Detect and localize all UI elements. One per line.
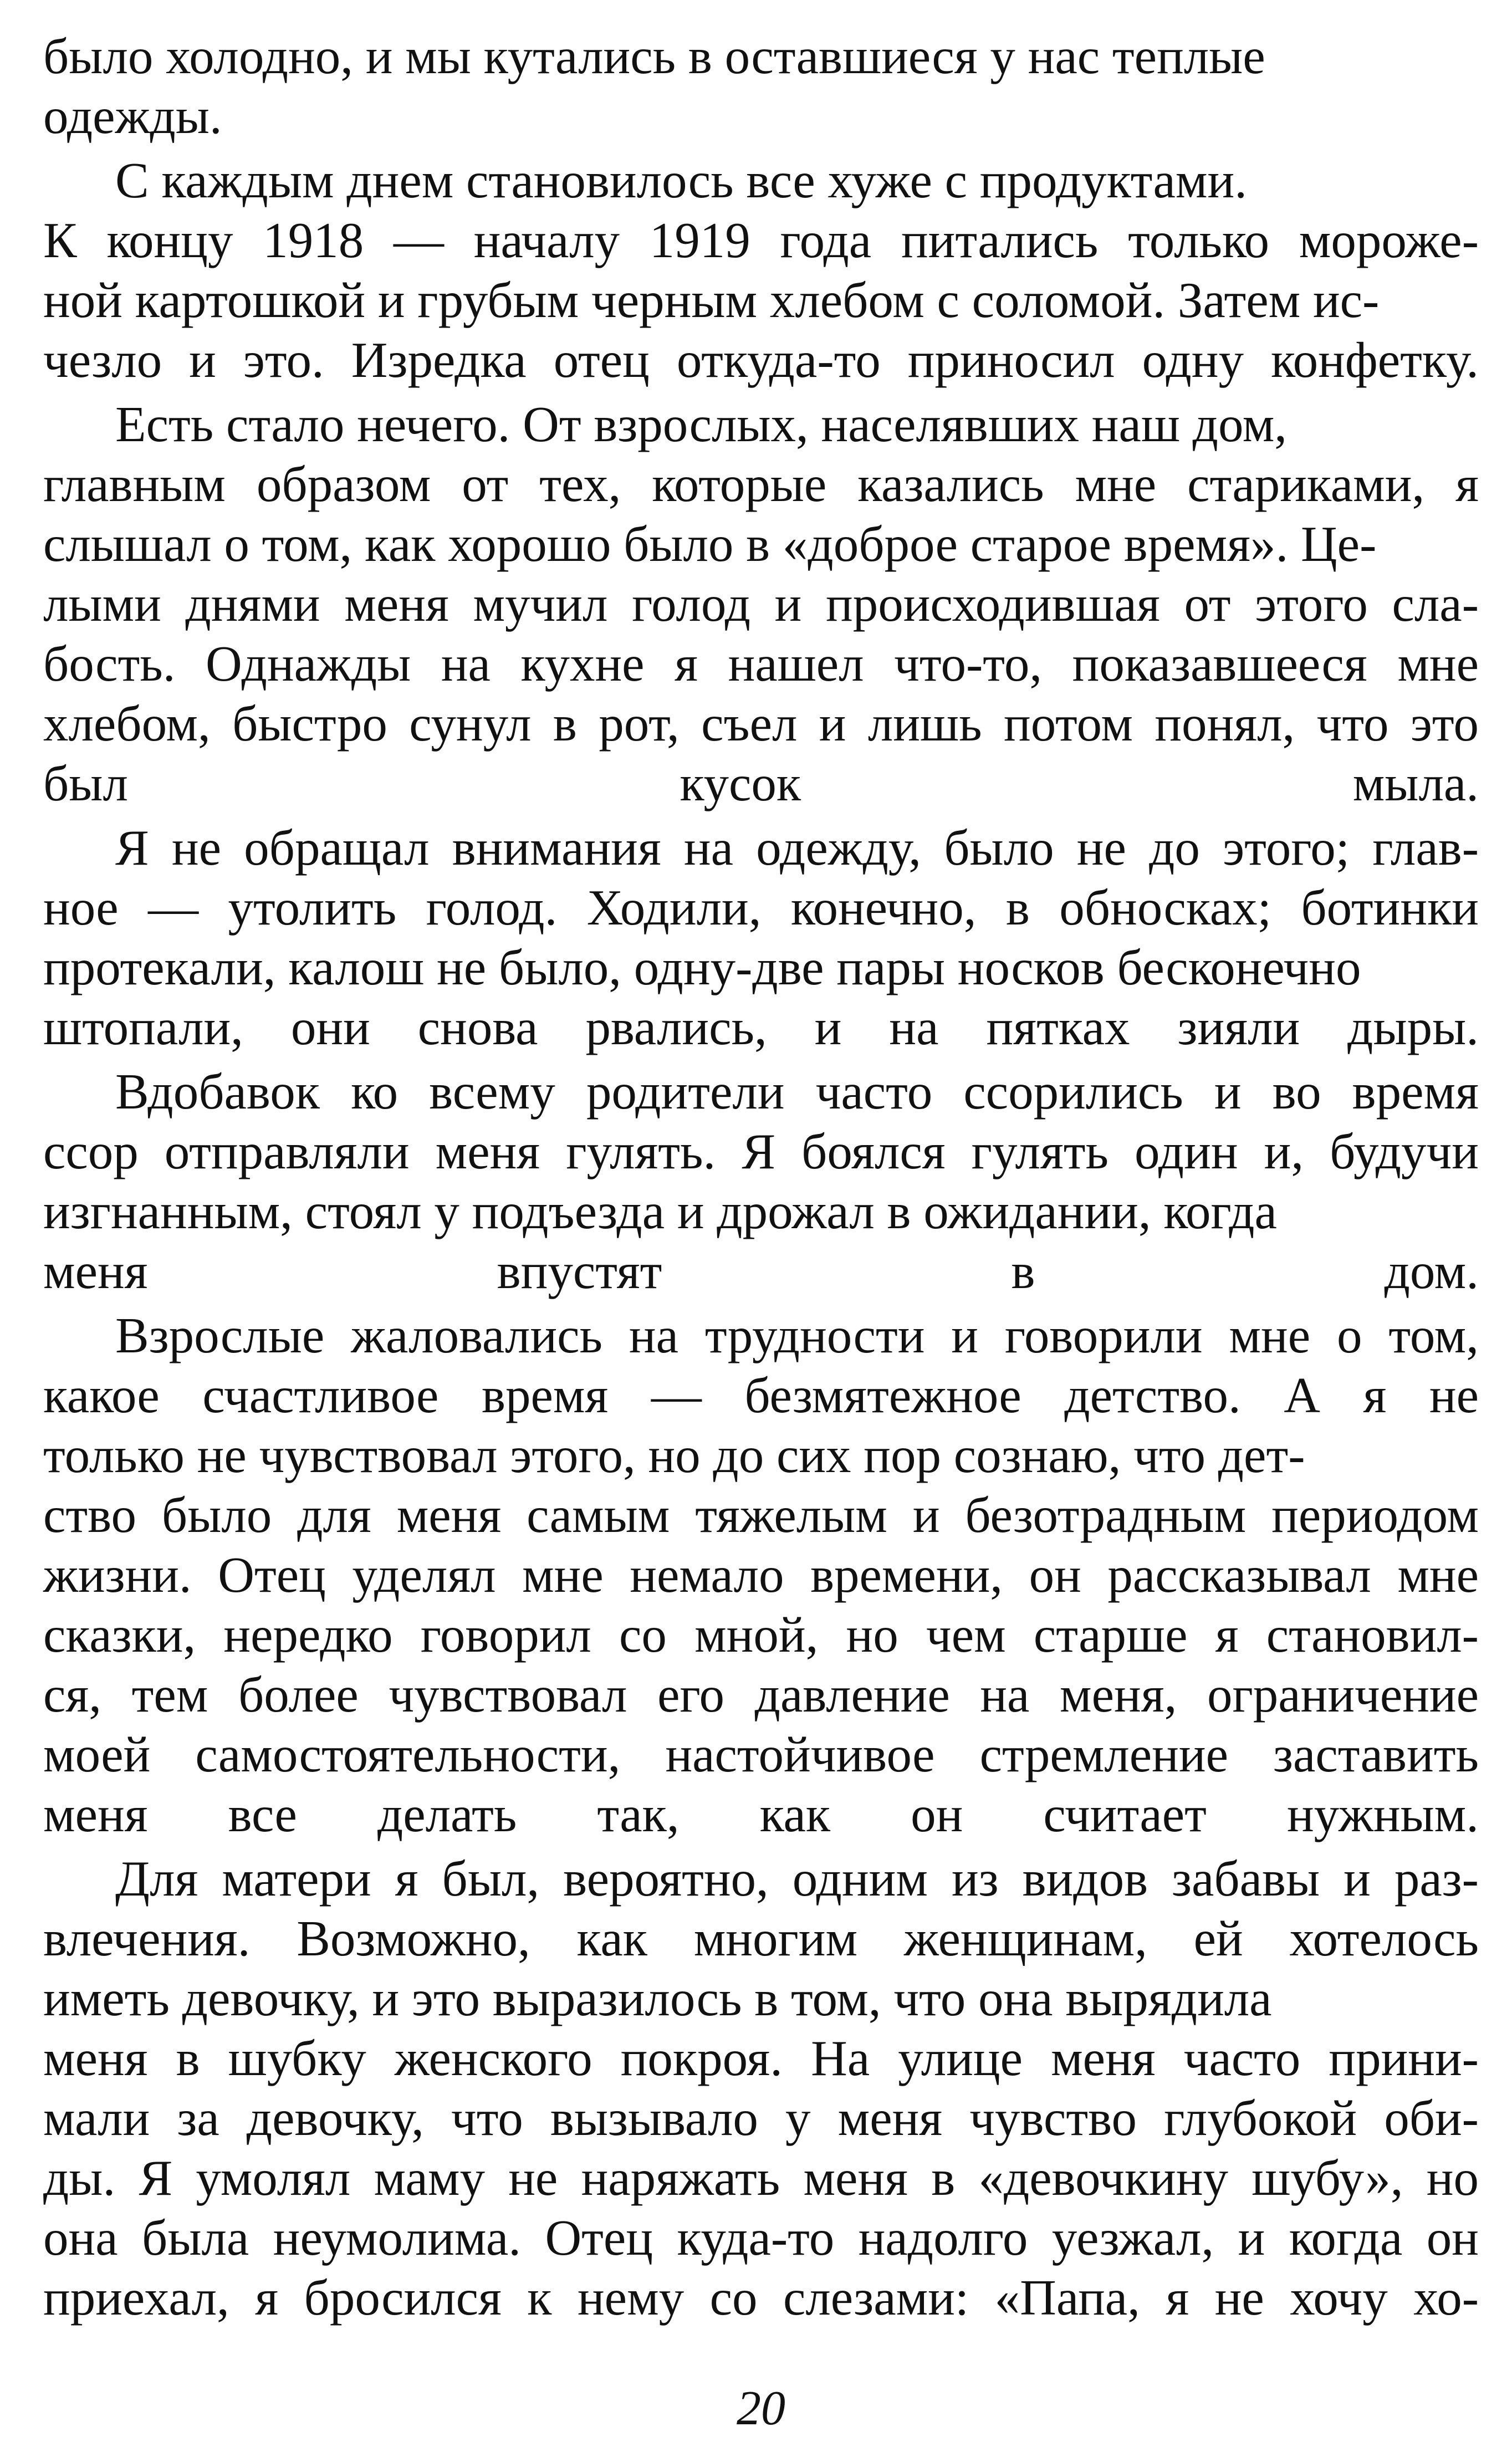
text-line: она была неумолима. Отец куда-то надолго уезжал, и когда он [43, 2210, 1479, 2266]
text-line: одежды. [43, 88, 222, 144]
text-body [43, 27, 1479, 2328]
text-line: влечения. Возможно, как многим женщинам, ей хотелось [43, 1910, 1479, 1966]
text-line: хлебом, быстро сунул в рот, съел и лишь потом понял, что это [43, 696, 1479, 752]
paragraph [43, 818, 1479, 1058]
paragraph [43, 1849, 1479, 2328]
text-line: моей самостоятельности, настойчивое стремление заставить [43, 1726, 1479, 1782]
page-number: 20 [737, 2382, 785, 2435]
text-line: сказки, нередко говорил со мной, но чем старше я становил- [43, 1607, 1479, 1663]
text-line: штопали, они снова рвались, и на пятках зияли дыры. [43, 999, 1479, 1055]
text-line: ссор отправляли меня гулять. Я боялся гулять один и, будучи [43, 1123, 1479, 1179]
text-line: было холодно, и мы кутались в оставшиеся у нас теплые [43, 28, 1265, 84]
text-line: ной картошкой и грубым черным хлебом с соломой. Затем ис- [43, 272, 1380, 328]
text-line: ное — утолить голод. Ходили, конечно, в обносках; ботинки [43, 880, 1479, 936]
text-line: ся, тем более чувствовал его давление на меня, ограничение [43, 1667, 1479, 1723]
text-line: Есть стало нечего. От взрослых, населявших наш дом, [115, 396, 1288, 452]
paragraph [43, 27, 1479, 146]
text-line: меня все делать так, как он считает нужным. [43, 1786, 1479, 1842]
text-line: только не чувствовал этого, но до сих пор сознаю, что дет- [43, 1427, 1305, 1483]
text-line: ство было для меня самым тяжелым и безотрадным периодом [43, 1487, 1479, 1543]
paragraph [43, 1306, 1479, 1845]
text-line: меня впустят в дом. [43, 1243, 1479, 1299]
text-line: главным образом от тех, которые казались мне стариками, я [43, 456, 1479, 512]
text-line: приехал, я бросился к нему со слезами: «Папа, я не хочу хо- [43, 2270, 1479, 2326]
text-line: протекали, калош не было, одну-две пары носков бесконечно [43, 939, 1361, 995]
text-line: иметь девочку, и это выразилось в том, что она вырядила [43, 1970, 1272, 2026]
text-line: чезло и это. Изредка отец откуда-то приносил одну конфетку. [43, 332, 1479, 388]
paragraph [43, 1062, 1479, 1301]
text-line: бость. Однажды на кухне я нашел что-то, показавшееся мне [43, 636, 1479, 692]
text-line: изгнанным, стоял у подъезда и дрожал в ожидании, когда [43, 1183, 1277, 1239]
text-line: Взрослые жаловались на трудности и говорили мне о том, [115, 1307, 1479, 1363]
book-page [43, 27, 1479, 2435]
text-line: С каждым днем становилось все хуже с продуктами. [115, 152, 1247, 208]
text-line: жизни. Отец уделял мне немало времени, он рассказывал мне [43, 1547, 1479, 1603]
text-line: ды. Я умолял маму не наряжать меня в «девочкину шубу», но [43, 2150, 1479, 2206]
text-line: был кусок мыла. [43, 755, 1479, 811]
paragraph [43, 151, 1479, 390]
text-line: Для матери я был, вероятно, одним из видов забавы и раз- [115, 1851, 1479, 1907]
text-line: К концу 1918 — началу 1919 года питались только мороже- [43, 212, 1479, 268]
text-line: мали за девочку, что вызывало у меня чувство глубокой оби- [43, 2090, 1479, 2146]
text-line: слышал о том, как хорошо было в «доброе старое время». Це- [43, 516, 1377, 572]
paragraph [43, 395, 1479, 814]
text-line: Вдобавок ко всему родители часто ссорились и во время [115, 1064, 1479, 1120]
text-line: лыми днями меня мучил голод и происходившая от этого сла- [43, 576, 1479, 632]
text-line: какое счастливое время — безмятежное детство. А я не [43, 1367, 1479, 1423]
text-line: меня в шубку женского покроя. На улице меня часто прини- [43, 2030, 1479, 2086]
text-line: Я не обращал внимания на одежду, было не до этого; глав- [115, 820, 1479, 876]
